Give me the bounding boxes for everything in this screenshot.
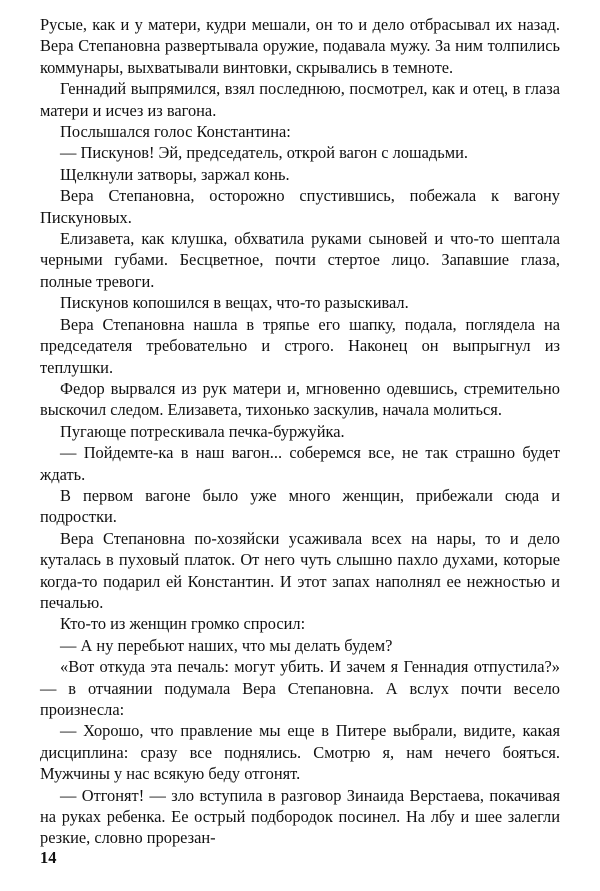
paragraph: Пугающе потрескивала печка-буржуйка. [60, 421, 345, 441]
paragraph: Геннадий выпрямился, взял последнюю, посмотрел, как и отец, в глаза матери и исчез из вагона. [40, 79, 560, 120]
paragraph: Вера Степановна, осторожно спустившись, побежала к вагону Пискуновых. [40, 186, 560, 227]
paragraph: — А ну перебьют наших, что мы делать будем? [60, 635, 393, 655]
page-body [40, 14, 560, 849]
paragraph: Кто-то из женщин громко спросил: [60, 614, 306, 634]
paragraph: Пискунов копошился в вещах, что-то разыскивал. [60, 293, 409, 313]
page-number: 14 [40, 848, 57, 867]
paragraph: «Вот откуда эта печаль: могут убить. И зачем я Геннадия отпустила?» — в отчаянии подумала Вера Степановна. А вслух почти весело произнесла: [40, 657, 560, 719]
paragraph: Русые, как и у матери, кудри мешали, он то и дело отбрасывал их назад. Вера Степановна развертывала оружие, подавала мужу. За ним толпились коммунары, выхватывали винтовки, скрывались в темноте. [40, 15, 560, 77]
paragraph: Федор вырвался из рук матери и, мгновенно одевшись, стремительно выскочил следом. Елизавета, тихонько заскулив, начала молиться. [40, 378, 560, 420]
paragraph: — Отгонят! — зло вступила в разговор Зинаида Верстаева, покачивая на руках ребенка. Ее острый подбородок посинел. На лбу и шее залегли резкие, словно прорезан- [40, 785, 560, 848]
paragraph: Щелкнули затворы, заржал конь. [60, 164, 290, 184]
paragraph: В первом вагоне было уже много женщин, прибежали сюда и подростки. [40, 485, 560, 527]
paragraph: Послышался голос Константина: [60, 122, 291, 142]
paragraph: — Хорошо, что правление мы еще в Питере выбрали, видите, какая дисциплина: сразу все поднялись. Смотрю я, нам нечего бояться. Мужчины у нас всякую беду отгонят. [40, 721, 560, 784]
paragraph: Вера Степановна нашла в тряпье его шапку, подала, поглядела на председателя требовательно и строго. Наконец он выпрыгнул из теплушки. [40, 314, 560, 377]
paragraph: — Пискунов! Эй, председатель, открой вагон с лошадьми. [60, 143, 468, 163]
paragraph: Вера Степановна по-хозяйски усаживала всех на нары, то и дело куталась в пуховый платок. От него чуть слышно пахло духами, которые когда-то подарил ей Константин. И этот запах наполнял ее нежностью и печалью. [40, 528, 560, 612]
paragraph: — Пойдемте-ка в наш вагон... соберемся все, не так страшно будет ждать. [40, 443, 560, 484]
paragraph: Елизавета, как клушка, обхватила руками сыновей и что-то шептала черными губами. Бесцветное, почти стертое лицо. Запавшие глаза, полные тревоги. [40, 229, 560, 291]
